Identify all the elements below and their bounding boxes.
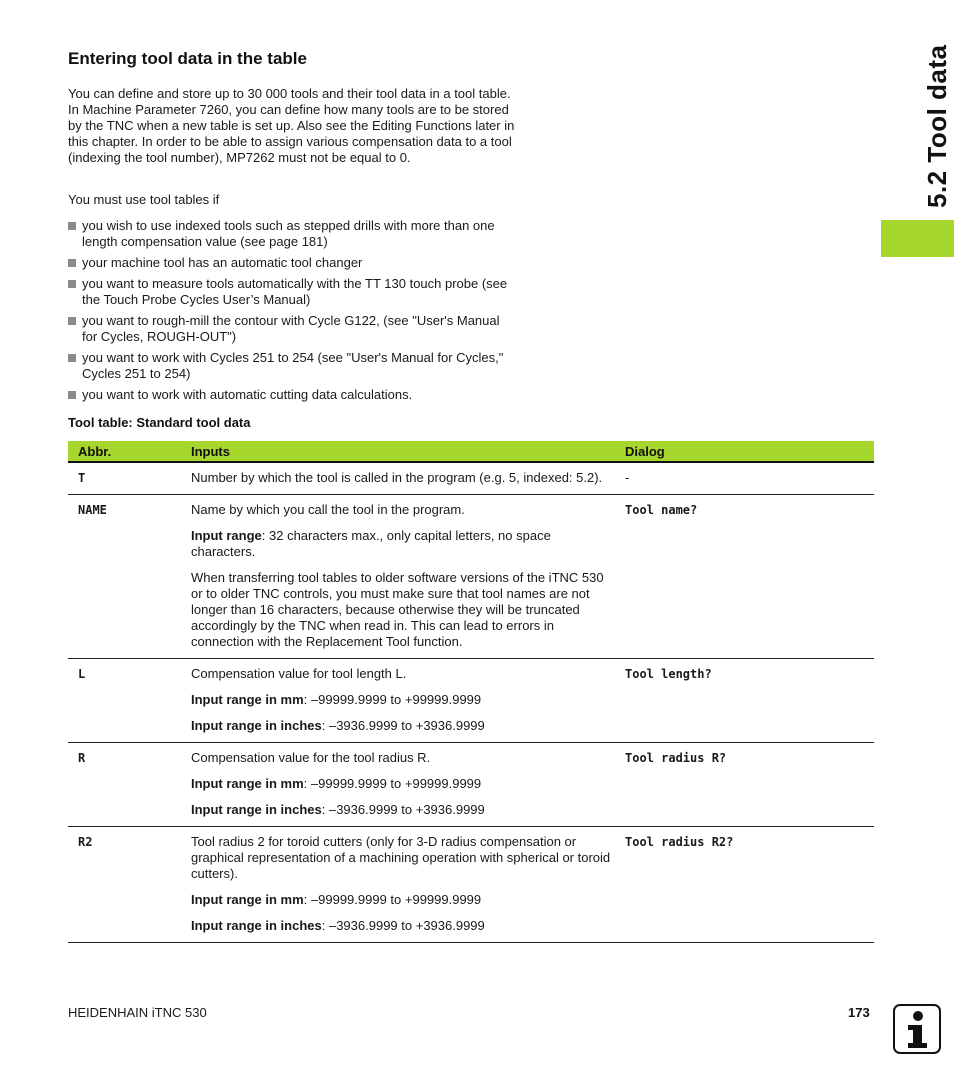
inputs-cell [181,834,615,934]
footer-product: HEIDENHAIN iTNC 530 [68,1005,207,1020]
chapter-side-title: 5.2 Tool data [922,44,952,208]
input-range-inches: Input range in inches: –3936.9999 to +3936.9999 [191,802,485,817]
header-dialog: Dialog [625,443,665,459]
intro-paragraph: You can define and store up to 30 000 tools and their tool data in a tool table. In Machine Parameter 7260, you can define how many tools are to be stored by the TNC when a new table is set up. Also see the Editing Functions later in this chapter. In order to be able to assign various compensation data to a tool (indexing the tool number), MP7262 must not be equal to 0. [68,86,515,165]
list-item: your machine tool has an automatic tool changer [68,255,518,271]
requirements-list [68,218,518,408]
dialog-cell: Tool radius R2? [625,835,734,849]
page-number: 173 [848,1005,870,1020]
inputs-cell [181,666,615,734]
bullet-square-icon [68,391,76,399]
description-text: Name by which you call the tool in the program. [191,502,465,517]
list-item: you want to measure tools automatically with the TT 130 touch probe (see the Touch Probe Cycles User’s Manual) [68,276,518,308]
input-range-mm: Input range in mm: –99999.9999 to +99999.9999 [191,692,482,707]
table-row [68,743,874,827]
dialog-cell: Tool length? [625,667,712,681]
bullet-square-icon [68,354,76,362]
input-range-text: Input range: 32 characters max., only capital letters, no space characters. [191,528,551,559]
table-row [68,827,874,943]
table-row [68,659,874,743]
bullet-square-icon [68,280,76,288]
header-inputs: Inputs [191,443,230,459]
section-heading: Entering tool data in the table [68,49,307,68]
chapter-tab-marker [881,220,954,257]
input-range-mm: Input range in mm: –99999.9999 to +99999.9999 [191,892,482,907]
bullet-square-icon [68,222,76,230]
abbr-cell: R [78,751,86,765]
input-range-inches: Input range in inches: –3936.9999 to +3936.9999 [191,718,485,733]
dialog-cell: Tool name? [625,503,698,517]
info-glyph-icon [895,1006,939,1052]
header-abbr: Abbr. [78,443,112,459]
info-icon [893,1004,941,1054]
inputs-cell [181,502,615,650]
table-row [68,495,874,659]
table-row [68,463,874,495]
bullet-square-icon [68,317,76,325]
abbr-cell: T [78,471,86,485]
tool-data-table [68,441,874,943]
inputs-cell [181,470,615,486]
abbr-cell: NAME [78,503,107,517]
description-text: Tool radius 2 for toroid cutters (only for 3-D radius compensation or graphical representation of a machining operation with spherical or toroid cutters). [191,834,611,881]
table-header [68,441,874,463]
bullet-square-icon [68,259,76,267]
table-caption: Tool table: Standard tool data [68,415,251,430]
inputs-cell [181,750,615,818]
list-item: you want to work with Cycles 251 to 254 (see "User's Manual for Cycles," Cycles 251 to 254) [68,350,518,382]
dialog-cell: Tool radius R? [625,751,727,765]
input-range-inches: Input range in inches: –3936.9999 to +3936.9999 [191,918,485,933]
lead-paragraph: You must use tool tables if [68,192,220,207]
description-text: Compensation value for tool length L. [191,666,407,681]
list-item: you wish to use indexed tools such as stepped drills with more than one length compensation value (see page 181) [68,218,518,250]
description-text: Compensation value for the tool radius R. [191,750,431,765]
abbr-cell: R2 [78,835,93,849]
abbr-cell: L [78,667,86,681]
list-item: you want to work with automatic cutting data calculations. [68,387,518,403]
input-range-mm: Input range in mm: –99999.9999 to +99999.9999 [191,776,482,791]
dialog-cell: - [625,470,630,485]
list-item: you want to rough-mill the contour with Cycle G122, (see "User's Manual for Cycles, ROUGH-OUT") [68,313,518,345]
description-text: Number by which the tool is called in the program (e.g. 5, indexed: 5.2). [191,470,603,485]
note-text: When transferring tool tables to older software versions of the iTNC 530 or to older TNC controls, you must make sure that tool names are not longer than 16 characters, because otherwise they will be truncated accordingly by the TNC when read in. This can lead to errors in connection with the Replacement Tool function. [191,570,604,649]
